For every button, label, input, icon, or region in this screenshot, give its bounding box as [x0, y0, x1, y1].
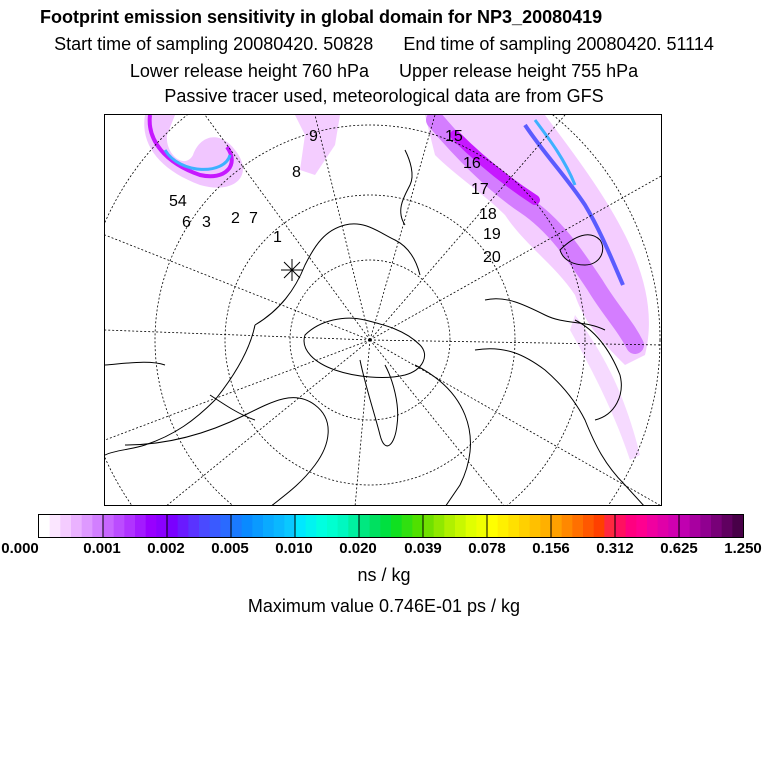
- colorbar-tick-8: 0.156: [532, 540, 570, 557]
- colorbar-swatch: [188, 515, 199, 537]
- label-2: 2: [231, 210, 240, 227]
- colorbar-swatch: [124, 515, 135, 537]
- colorbar-swatch: [647, 515, 658, 537]
- start-time: Start time of sampling 20080420. 50828: [54, 34, 374, 54]
- colorbar-tick-6: 0.039: [404, 540, 442, 557]
- colorbar-swatch: [530, 515, 541, 537]
- label-20: 20: [483, 249, 501, 266]
- colorbar-swatch: [82, 515, 93, 537]
- polar-map: [104, 114, 662, 506]
- colorbar-swatch: [135, 515, 146, 537]
- label-18: 18: [479, 206, 497, 223]
- colorbar-swatch: [167, 515, 178, 537]
- colorbar-swatch: [199, 515, 210, 537]
- colorbar-swatch: [711, 515, 722, 537]
- plume-north: [295, 115, 340, 175]
- colorbar-swatch: [594, 515, 605, 537]
- label-1: 1: [273, 229, 282, 246]
- colorbar-swatch: [252, 515, 263, 537]
- colorbar-swatch: [231, 515, 242, 537]
- colorbar-swatch: [156, 515, 167, 537]
- sensitivity-field: [144, 115, 649, 460]
- colorbar-swatch: [103, 515, 114, 537]
- lower-release-height: Lower release height 760 hPa: [129, 61, 369, 81]
- colorbar-swatch: [551, 515, 562, 537]
- colorbar-tick-5: 0.020: [339, 540, 377, 557]
- colorbar-swatch: [60, 515, 71, 537]
- colorbar-swatch: [338, 515, 349, 537]
- label-6: 6: [182, 214, 191, 231]
- colorbar-swatch: [476, 515, 487, 537]
- colorbar-swatch: [284, 515, 295, 537]
- colorbar-swatch: [242, 515, 253, 537]
- release-heights: [0, 60, 768, 82]
- chart-title: Footprint emission sensitivity in global domain for NP3_20080419: [40, 7, 603, 27]
- colorbar-swatch: [604, 515, 615, 537]
- colorbar-swatches: [39, 515, 743, 537]
- label-15: 15: [445, 128, 463, 145]
- colorbar-swatch: [263, 515, 274, 537]
- colorbar-swatch: [402, 515, 413, 537]
- colorbar-tick-9: 0.312: [596, 540, 634, 557]
- label-9: 9: [309, 128, 318, 145]
- label-17: 17: [471, 181, 489, 198]
- colorbar-swatch: [658, 515, 669, 537]
- colorbar-swatch: [210, 515, 221, 537]
- colorbar-swatch: [519, 515, 530, 537]
- colorbar-swatch: [690, 515, 701, 537]
- colorbar-swatch: [615, 515, 626, 537]
- maximum-value: Maximum value 0.746E-01 ps / kg: [247, 596, 521, 616]
- colorbar-swatch: [498, 515, 509, 537]
- colorbar-swatch: [178, 515, 189, 537]
- colorbar-swatch: [562, 515, 573, 537]
- colorbar-swatch: [679, 515, 690, 537]
- colorbar-tick-3: 0.005: [211, 540, 249, 557]
- colorbar-swatch: [348, 515, 359, 537]
- colorbar-swatch: [540, 515, 551, 537]
- colorbar-tick-11: 1.250: [724, 540, 762, 557]
- colorbar: [38, 514, 744, 538]
- colorbar-swatch: [114, 515, 125, 537]
- label-19: 19: [483, 226, 501, 243]
- sampling-times: [0, 33, 768, 55]
- colorbar-tick-1: 0.001: [83, 540, 121, 557]
- colorbar-units: ns / kg: [357, 565, 411, 585]
- colorbar-swatch: [146, 515, 157, 537]
- colorbar-swatch: [583, 515, 594, 537]
- colorbar-swatch: [359, 515, 370, 537]
- colorbar-swatch: [295, 515, 306, 537]
- colorbar-swatch: [370, 515, 381, 537]
- label-8: 8: [292, 164, 301, 181]
- colorbar-swatch: [380, 515, 391, 537]
- label-3: 3: [202, 214, 211, 231]
- colorbar-swatch: [327, 515, 338, 537]
- colorbar-swatch: [444, 515, 455, 537]
- colorbar-swatch: [700, 515, 711, 537]
- colorbar-swatch: [92, 515, 103, 537]
- colorbar-swatch: [412, 515, 423, 537]
- colorbar-swatch: [50, 515, 61, 537]
- colorbar-swatch: [71, 515, 82, 537]
- label-54: 54: [169, 193, 187, 210]
- colorbar-swatch: [455, 515, 466, 537]
- label-16: 16: [463, 155, 481, 172]
- colorbar-swatch: [487, 515, 498, 537]
- label-7: 7: [249, 210, 258, 227]
- colorbar-tick-2: 0.002: [147, 540, 185, 557]
- colorbar-tick-10: 0.625: [660, 540, 698, 557]
- colorbar-swatch: [572, 515, 583, 537]
- map-canvas: [105, 115, 662, 506]
- colorbar-swatch: [316, 515, 327, 537]
- colorbar-swatch: [39, 515, 50, 537]
- colorbar-swatch: [636, 515, 647, 537]
- colorbar-swatch: [722, 515, 733, 537]
- colorbar-swatch: [391, 515, 402, 537]
- release-site-marker: [281, 259, 303, 281]
- colorbar-swatch: [220, 515, 231, 537]
- colorbar-swatch: [626, 515, 637, 537]
- colorbar-tick-0: 0.000: [1, 540, 39, 557]
- colorbar-tick-7: 0.078: [468, 540, 506, 557]
- end-time: End time of sampling 20080420. 51114: [403, 34, 714, 54]
- colorbar-swatch: [466, 515, 477, 537]
- tracer-note: Passive tracer used, meteorological data are from GFS: [164, 86, 604, 106]
- upper-release-height: Upper release height 755 hPa: [399, 61, 639, 81]
- colorbar-swatch: [508, 515, 519, 537]
- colorbar-swatch: [732, 515, 743, 537]
- colorbar-swatch: [306, 515, 317, 537]
- colorbar-swatch: [423, 515, 434, 537]
- colorbar-swatch: [274, 515, 285, 537]
- colorbar-tick-4: 0.010: [275, 540, 313, 557]
- colorbar-swatch: [668, 515, 679, 537]
- colorbar-swatch: [434, 515, 445, 537]
